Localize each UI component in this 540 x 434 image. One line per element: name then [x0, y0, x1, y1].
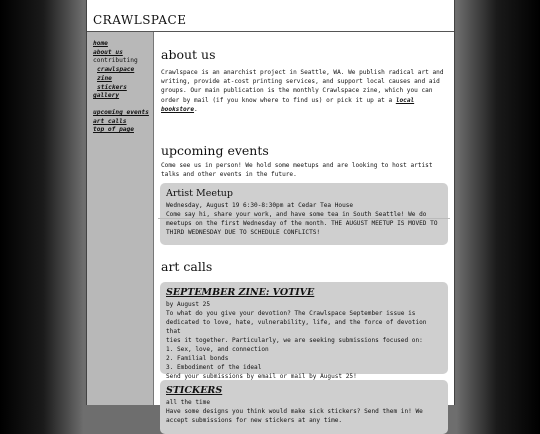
event-desc-line: Come say hi, share your work, and have some tea in South Seattle! We do	[166, 211, 427, 218]
art-calls-heading: art calls	[161, 259, 213, 274]
nav-art-calls-link[interactable]: art calls	[93, 117, 127, 125]
section-divider	[158, 218, 450, 219]
zine-list-item: 2. Familial bonds	[166, 355, 229, 362]
stickers-call-title-link[interactable]: STICKERS	[166, 385, 223, 396]
zine-send: Send your submissions by email or mail by August 25!	[166, 373, 357, 380]
stickers-due: all the time	[166, 399, 211, 406]
nav-stickers-link[interactable]: stickers	[97, 83, 127, 91]
zine-list-item: 3. Embodiment of the ideal	[166, 364, 262, 371]
about-heading: about us	[161, 47, 216, 62]
nav-contributing-label: contributing	[93, 57, 138, 65]
about-body: Crawlspace is an anarchist project in Seattle, WA. We publish radical art and writing, provide at-cost printing services, and support local causes and aid groups. Our main publication is the monthly Crawlspace zine, which you can order by mail (if you know where to find us) or pick it up at a	[161, 69, 444, 104]
site-header	[87, 0, 454, 32]
event-when: Wednesday, August 19 6:30-8:30pm at Cedar Tea House	[166, 202, 354, 209]
event-card	[160, 183, 448, 245]
upcoming-text: Come see us in person! We hold some meetups and are looking to host artist talks and other events in the future.	[161, 162, 433, 179]
sidebar-nav	[87, 32, 154, 405]
stickers-desc-line: Have some designs you think would make sick stickers? Send them in! We	[166, 408, 423, 415]
zine-due: by August 25	[166, 301, 211, 308]
zine-desc-line: dedicated to love, hate, vulnerability, life, and the force of devotion that	[166, 319, 427, 335]
nav-top-link[interactable]: top of page	[93, 126, 134, 134]
event-title: Artist Meetup	[166, 188, 233, 199]
event-desc-line: meetups on the first Wednesday of the month. THE AUGUST MEETUP IS MOVED TO	[166, 220, 438, 227]
bookstore-link[interactable]: local bookstore	[161, 96, 415, 113]
page-container	[86, 0, 455, 424]
nav-crawlspace-link[interactable]: crawlspace	[97, 66, 135, 74]
about-text	[161, 68, 448, 114]
nav-gallery-link[interactable]: gallery	[93, 92, 120, 100]
zine-call-title-link[interactable]: SEPTEMBER ZINE: VOTIVE	[166, 287, 315, 298]
nav-upcoming-link[interactable]: upcoming events	[93, 108, 149, 116]
nav-spacer	[93, 101, 153, 109]
zine-desc-line: To what do you give your devotion? The Crawlspace September issue is	[166, 310, 416, 317]
nav-about-link[interactable]: about us	[93, 48, 123, 56]
nav-home-link[interactable]: home	[93, 40, 108, 47]
stickers-desc-line: accept submissions for new stickers at any time.	[166, 417, 343, 424]
about-period: .	[194, 105, 198, 113]
main-content	[154, 32, 454, 424]
upcoming-heading: upcoming events	[161, 143, 269, 158]
site-title[interactable]: CRAWLSPACE	[93, 13, 187, 27]
stickers-call-card	[160, 380, 448, 434]
nav-zine-link[interactable]: zine	[97, 74, 112, 82]
zine-call-card	[160, 282, 448, 380]
event-desc-line: THIRD WEDNESDAY DUE TO SCHEDULE CONFLICTS!	[166, 229, 321, 236]
zine-desc-line: ties it together. Particularly, we are seeking submissions focused on:	[166, 337, 423, 344]
zine-list-item: 1. Sex, love, and connection	[166, 346, 269, 353]
